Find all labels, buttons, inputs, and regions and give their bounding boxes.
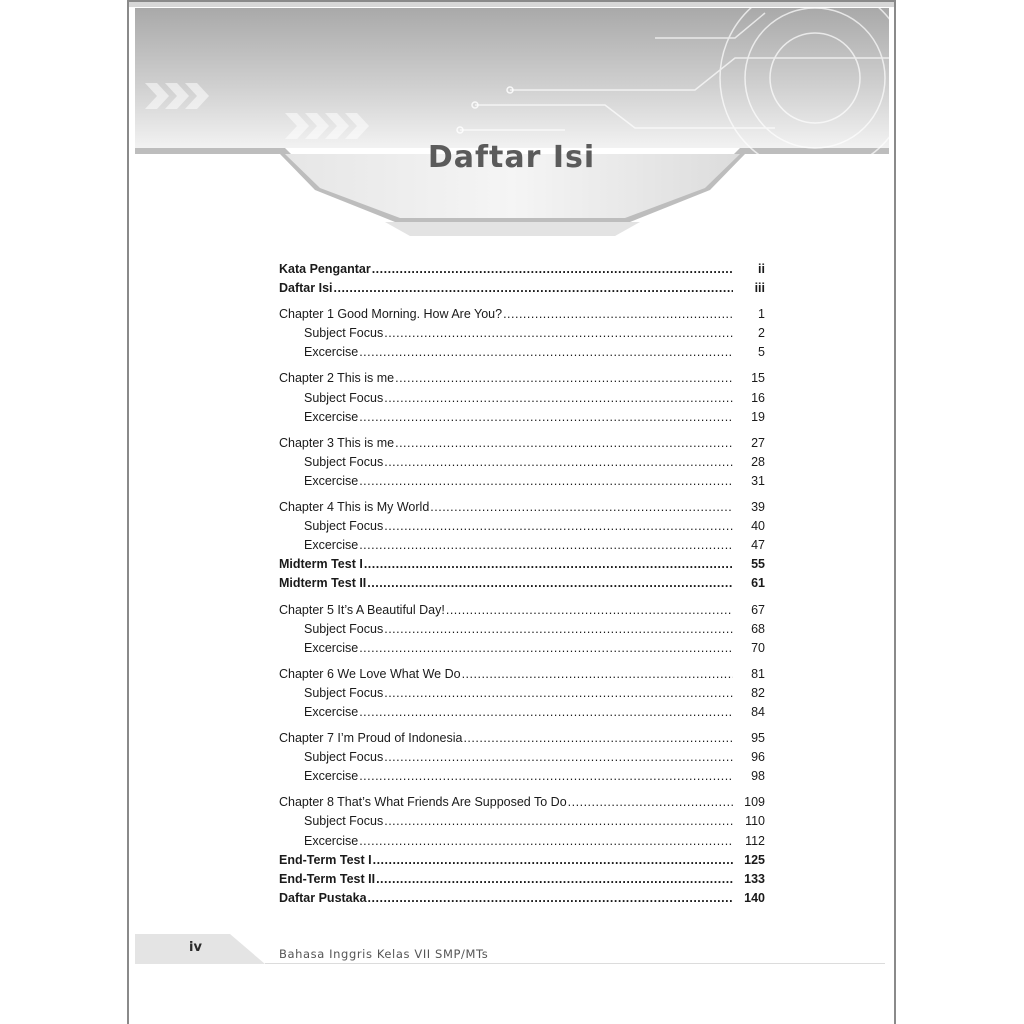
- toc-page-number: 5: [758, 345, 765, 360]
- toc-page-number: 55: [751, 557, 765, 572]
- toc-subentry[interactable]: [279, 324, 765, 343]
- toc-entry-label: Chapter 4 This is My World: [279, 500, 430, 515]
- page-number: iv: [189, 940, 202, 955]
- toc-entry[interactable]: [279, 555, 765, 574]
- toc-page-number: 27: [751, 435, 765, 450]
- header-banner-graphic: [135, 8, 889, 238]
- toc-page-number: 140: [744, 890, 765, 905]
- toc-entry[interactable]: [279, 434, 765, 453]
- toc-subentry[interactable]: [279, 408, 765, 427]
- toc-subentry[interactable]: [279, 703, 765, 722]
- toc-entry-label: Subject Focus: [304, 454, 384, 469]
- toc-entry[interactable]: [279, 851, 765, 870]
- toc-dot-leader: [503, 305, 733, 324]
- toc-page-number: iii: [754, 281, 765, 296]
- toc-entry-label: Midterm Test II: [279, 576, 367, 591]
- toc-entry-label: Subject Focus: [304, 326, 384, 341]
- book-page: [127, 0, 896, 1024]
- toc-dot-leader: [359, 767, 733, 786]
- toc-entry-label: Kata Pengantar: [279, 262, 371, 276]
- toc-dot-leader: [359, 536, 733, 555]
- toc-entry-label: Daftar Isi: [279, 281, 333, 296]
- toc-entry-label: Chapter 1 Good Morning. How Are You?: [279, 307, 503, 322]
- toc-dot-leader: [395, 434, 733, 453]
- toc-page-number: 109: [744, 795, 765, 810]
- toc-entry-label: Chapter 5 It’s A Beautiful Day!: [279, 602, 445, 617]
- toc-dot-leader: [384, 453, 733, 472]
- toc-subentry[interactable]: [279, 389, 765, 408]
- toc-page-number: 98: [751, 769, 765, 784]
- table-of-contents: [279, 260, 765, 908]
- toc-subentry[interactable]: [279, 536, 765, 555]
- toc-entry-label: Excercise: [304, 538, 359, 553]
- toc-page-number: 61: [751, 576, 765, 591]
- toc-dot-leader: [568, 793, 733, 812]
- toc-dot-leader: [359, 408, 733, 427]
- toc-page-number: 67: [751, 602, 765, 617]
- toc-entry[interactable]: [279, 498, 765, 517]
- toc-subentry[interactable]: [279, 453, 765, 472]
- toc-entry-label: Chapter 6 We Love What We Do: [279, 666, 461, 681]
- toc-entry-label: End-Term Test I: [279, 852, 372, 867]
- toc-dot-leader: [334, 279, 734, 298]
- toc-entry[interactable]: [279, 305, 765, 324]
- toc-subentry[interactable]: [279, 472, 765, 491]
- toc-page-number: 19: [751, 409, 765, 424]
- toc-entry-label: Chapter 8 That’s What Friends Are Supposed To Do: [279, 795, 567, 810]
- running-footer-title: Bahasa Inggris Kelas VII SMP/MTs: [279, 947, 489, 961]
- toc-entry-label: Subject Focus: [304, 750, 384, 765]
- toc-dot-leader: [384, 748, 733, 767]
- toc-dot-leader: [430, 498, 733, 517]
- toc-page-number: 2: [758, 326, 765, 341]
- toc-subentry[interactable]: [279, 684, 765, 703]
- toc-entry[interactable]: [279, 601, 765, 620]
- toc-dot-leader: [384, 324, 733, 343]
- toc-dot-leader: [359, 639, 733, 658]
- toc-subentry[interactable]: [279, 517, 765, 536]
- toc-dot-leader: [359, 472, 733, 491]
- toc-dot-leader: [367, 574, 733, 593]
- toc-dot-leader: [359, 703, 733, 722]
- toc-page-number: 133: [744, 871, 765, 886]
- toc-dot-leader: [384, 684, 733, 703]
- toc-dot-leader: [384, 620, 733, 639]
- toc-entry-label: Subject Focus: [304, 621, 384, 636]
- toc-entry-label: Midterm Test I: [279, 557, 363, 572]
- toc-page-number: 81: [751, 666, 765, 681]
- toc-entry-label: Excercise: [304, 833, 359, 848]
- toc-entry-label: Excercise: [304, 473, 359, 488]
- toc-page-number: 84: [751, 704, 765, 719]
- page-top-edge: [129, 2, 894, 7]
- toc-dot-leader: [462, 665, 733, 684]
- toc-entry-label: Daftar Pustaka: [279, 890, 367, 905]
- toc-page-number: 39: [751, 500, 765, 515]
- toc-subentry[interactable]: [279, 832, 765, 851]
- toc-page-number: 125: [744, 852, 765, 867]
- toc-entry[interactable]: [279, 260, 765, 279]
- toc-dot-leader: [384, 389, 733, 408]
- toc-page-number: 47: [751, 538, 765, 553]
- toc-page-number: 15: [751, 371, 765, 386]
- toc-entry-label: Subject Focus: [304, 814, 384, 829]
- toc-page-number: 40: [751, 519, 765, 534]
- toc-dot-leader: [376, 870, 733, 889]
- toc-dot-leader: [359, 343, 733, 362]
- toc-page-number: 110: [745, 814, 765, 829]
- toc-dot-leader: [372, 260, 733, 279]
- toc-subentry[interactable]: [279, 343, 765, 362]
- toc-entry-label: Chapter 7 I’m Proud of Indonesia: [279, 731, 463, 746]
- toc-entry-label: Subject Focus: [304, 390, 384, 405]
- toc-entry-label: Excercise: [304, 769, 359, 784]
- toc-page-number: 70: [751, 640, 765, 655]
- footer-divider: [265, 963, 885, 964]
- toc-page-number: 95: [751, 731, 765, 746]
- toc-dot-leader: [368, 889, 733, 908]
- toc-dot-leader: [384, 517, 733, 536]
- toc-page-number: 28: [751, 454, 765, 469]
- toc-page-number: 112: [745, 833, 765, 848]
- toc-entry-label: End-Term Test II: [279, 871, 376, 886]
- toc-page-number: 82: [751, 685, 765, 700]
- toc-entry[interactable]: [279, 665, 765, 684]
- toc-entry[interactable]: [279, 574, 765, 593]
- toc-page-number: 96: [751, 750, 765, 765]
- toc-subentry[interactable]: [279, 639, 765, 658]
- toc-entry[interactable]: [279, 793, 765, 812]
- toc-page-number: 16: [751, 390, 765, 405]
- toc-subentry[interactable]: [279, 767, 765, 786]
- toc-dot-leader: [364, 555, 733, 574]
- toc-page-number: 31: [751, 473, 765, 488]
- toc-subentry[interactable]: [279, 748, 765, 767]
- toc-page-number: 1: [758, 307, 765, 322]
- toc-subentry[interactable]: [279, 812, 765, 831]
- toc-entry-label: Subject Focus: [304, 685, 384, 700]
- toc-entry[interactable]: [279, 279, 765, 298]
- toc-entry-label: Excercise: [304, 409, 359, 424]
- toc-dot-leader: [384, 812, 733, 831]
- toc-dot-leader: [359, 832, 733, 851]
- toc-dot-leader: [373, 851, 733, 870]
- toc-entry[interactable]: [279, 729, 765, 748]
- toc-dot-leader: [463, 729, 733, 748]
- toc-entry-label: Excercise: [304, 640, 359, 655]
- toc-entry-label: Excercise: [304, 345, 359, 360]
- toc-entry-label: Chapter 2 This is me: [279, 371, 395, 386]
- toc-subentry[interactable]: [279, 620, 765, 639]
- toc-page-number: 68: [751, 621, 765, 636]
- page-title: Daftar Isi: [427, 140, 596, 175]
- toc-entry-label: Excercise: [304, 704, 359, 719]
- toc-entry[interactable]: [279, 870, 765, 889]
- toc-dot-leader: [395, 369, 733, 388]
- toc-entry[interactable]: [279, 369, 765, 388]
- toc-page-number: ii: [758, 262, 765, 276]
- toc-entry-label: Chapter 3 This is me: [279, 435, 395, 450]
- toc-dot-leader: [446, 601, 733, 620]
- toc-entry[interactable]: [279, 889, 765, 908]
- toc-entry-label: Subject Focus: [304, 519, 384, 534]
